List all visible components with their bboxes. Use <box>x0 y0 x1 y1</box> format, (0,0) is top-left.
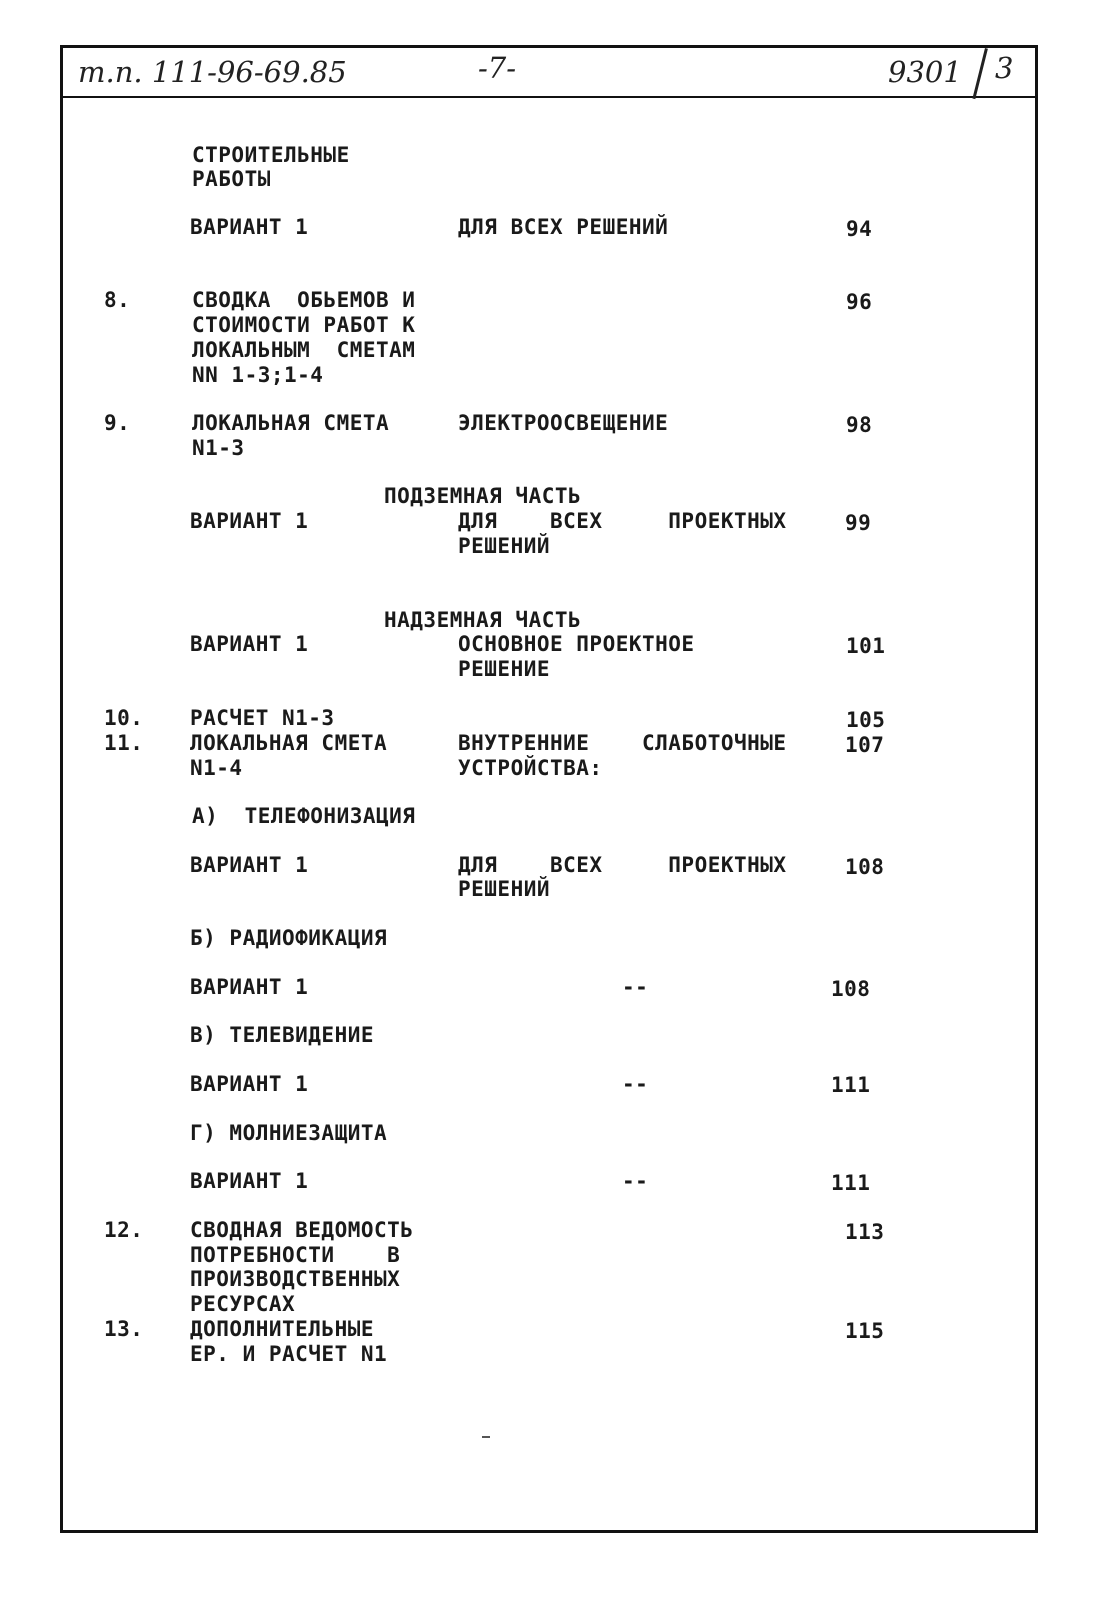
doc-number: т.п. 111-96-69.85 <box>78 55 347 89</box>
item-desc-line: ЛОКАЛЬНАЯ СМЕТА <box>190 731 388 755</box>
variant-subject-line: ДЛЯ ВСЕХ ПРОЕКТНЫХ <box>458 509 787 533</box>
subsection-title: ПОДЗЕМНАЯ ЧАСТЬ <box>384 484 582 508</box>
page-ref: 99 <box>845 511 872 535</box>
page-ref: 115 <box>845 1319 885 1343</box>
item-desc-line: N1-4 <box>190 756 243 780</box>
variant-label: ВАРИАНТ 1 <box>190 632 309 656</box>
page-ref: 113 <box>845 1220 885 1244</box>
page-ref: 107 <box>845 733 885 757</box>
item-desc-line: ПРОИЗВОДСТВЕННЫХ <box>190 1267 401 1291</box>
item-number: 8. <box>104 288 131 312</box>
variant-subject-line: РЕШЕНИЙ <box>458 877 551 901</box>
subitem-title: Б) РАДИОФИКАЦИЯ <box>190 926 388 950</box>
page-ref: 101 <box>846 634 886 658</box>
item-number: 13. <box>104 1317 144 1341</box>
sheet-index: 3 <box>995 51 1014 85</box>
item-desc-line: ЛОКАЛЬНАЯ СМЕТА <box>192 411 390 435</box>
item-desc-line: NN 1-3;1-4 <box>192 363 324 387</box>
item-desc-line: РЕСУРСАХ <box>190 1292 296 1316</box>
page-ref: 111 <box>831 1073 871 1097</box>
item-number: 10. <box>104 706 144 730</box>
variant-subject: ДЛЯ ВСЕХ РЕШЕНИЙ <box>458 215 669 239</box>
stray-mark <box>482 1436 490 1438</box>
item-desc-line: ЕР. И РАСЧЕТ N1 <box>190 1342 388 1366</box>
header-rule <box>60 96 1038 98</box>
item-number: 11. <box>104 731 144 755</box>
item-desc-line: СТОИМОСТИ РАБОТ К <box>192 313 416 337</box>
variant-label: ВАРИАНТ 1 <box>190 215 309 239</box>
section-title-line1: СТРОИТЕЛЬНЫЕ <box>192 143 350 167</box>
item-desc-line: СВОДКА ОБЬЕМОВ И <box>192 288 416 312</box>
item-subject-line: УСТРОЙСТВА: <box>458 756 603 780</box>
page-ref: 94 <box>846 217 873 241</box>
item-desc-line: ПОТРЕБНОСТИ В <box>190 1243 401 1267</box>
dash-mark: -- <box>622 1072 649 1096</box>
sheet-code: 9301 <box>888 55 962 89</box>
subitem-title: Г) МОЛНИЕЗАЩИТА <box>190 1121 388 1145</box>
item-number: 9. <box>104 411 131 435</box>
item-number: 12. <box>104 1218 144 1242</box>
dash-mark: -- <box>622 975 649 999</box>
item-desc-line: N1-3 <box>192 436 245 460</box>
item-desc-line: ЛОКАЛЬНЫМ СМЕТАМ <box>192 338 416 362</box>
variant-subject-line: ДЛЯ ВСЕХ ПРОЕКТНЫХ <box>458 853 787 877</box>
dash-mark: -- <box>622 1169 649 1193</box>
section-title-line2: РАБОТЫ <box>192 167 271 191</box>
page-ref: 96 <box>846 290 873 314</box>
item-desc-line: СВОДНАЯ ВЕДОМОСТЬ <box>190 1218 414 1242</box>
variant-subject-line: РЕШЕНИЕ <box>458 657 551 681</box>
variant-subject-line: РЕШЕНИЙ <box>458 534 551 558</box>
item-subject-line: ВНУТРЕННИЕ СЛАБОТОЧНЫЕ <box>458 731 787 755</box>
page-ref: 111 <box>831 1171 871 1195</box>
item-desc-line: ДОПОЛНИТЕЛЬНЫЕ <box>190 1317 375 1341</box>
subitem-title: А) ТЕЛЕФОНИЗАЦИЯ <box>192 804 416 828</box>
page-ref: 108 <box>831 977 871 1001</box>
subitem-title: В) ТЕЛЕВИДЕНИЕ <box>190 1023 375 1047</box>
page-number: -7- <box>478 51 517 85</box>
variant-subject-line: ОСНОВНОЕ ПРОЕКТНОЕ <box>458 632 695 656</box>
variant-label: ВАРИАНТ 1 <box>190 975 309 999</box>
page-ref: 98 <box>846 413 873 437</box>
subsection-title: НАДЗЕМНАЯ ЧАСТЬ <box>384 608 582 632</box>
page-ref: 108 <box>845 855 885 879</box>
variant-label: ВАРИАНТ 1 <box>190 1169 309 1193</box>
item-desc-line: РАСЧЕТ N1-3 <box>190 706 335 730</box>
variant-label: ВАРИАНТ 1 <box>190 853 309 877</box>
item-subject: ЭЛЕКТРООСВЕЩЕНИЕ <box>458 411 669 435</box>
page-ref: 105 <box>846 708 886 732</box>
variant-label: ВАРИАНТ 1 <box>190 509 309 533</box>
variant-label: ВАРИАНТ 1 <box>190 1072 309 1096</box>
